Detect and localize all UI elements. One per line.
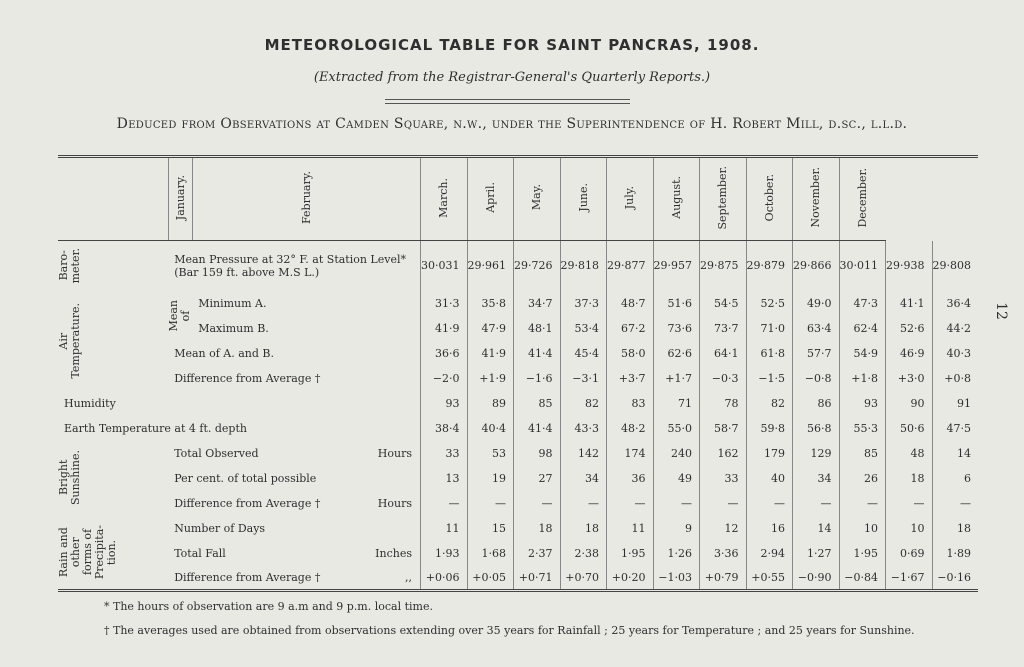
month-header: December.: [839, 157, 886, 241]
table-cell: +0·70: [560, 566, 607, 591]
table-cell: 18: [932, 516, 978, 541]
table-cell: 9: [653, 516, 700, 541]
table-cell: 54·5: [700, 291, 747, 316]
table-cell: 62·4: [839, 316, 886, 341]
group-mean-of: Mean of: [167, 299, 193, 332]
table-cell: —: [746, 491, 793, 516]
table-cell: 40: [746, 466, 793, 491]
table-row: [58, 441, 978, 466]
table-cell: 30·031: [421, 241, 468, 291]
table-cell: −0·8: [793, 366, 840, 391]
page-subtitle: (Extracted from the Registrar-General's Quarterly Reports.): [313, 70, 711, 85]
table-cell: —: [886, 491, 933, 516]
row-label-text: Total Fall: [174, 546, 226, 560]
table-cell: 41·4: [514, 416, 561, 441]
table-cell: −1·67: [886, 566, 933, 591]
table-cell: 1·26: [653, 541, 700, 566]
table-cell: 15: [467, 516, 514, 541]
table-cell: 1·89: [932, 541, 978, 566]
table-cell: −1·5: [746, 366, 793, 391]
group-rain: Rain and other forms of Precipita- tion.: [57, 525, 118, 580]
table-cell: —: [514, 491, 561, 516]
table-cell: 1·27: [793, 541, 840, 566]
table-cell: 1·95: [839, 541, 886, 566]
table-cell: 35·8: [467, 291, 514, 316]
table-cell: 67·2: [607, 316, 654, 341]
table-cell: 142: [560, 441, 607, 466]
table-cell: +0·05: [467, 566, 514, 591]
table-cell: 37·3: [560, 291, 607, 316]
table-cell: 3·36: [700, 541, 747, 566]
table-cell: 45·4: [560, 341, 607, 366]
row-label-text: Difference from Average †: [174, 496, 321, 510]
table-cell: 33: [421, 441, 468, 466]
row-label: [192, 316, 420, 341]
table-row: [58, 541, 978, 566]
month-header: April.: [467, 157, 514, 241]
table-cell: 64·1: [700, 341, 747, 366]
row-label-text: Humidity: [64, 396, 116, 410]
table-cell: —: [421, 491, 468, 516]
table-cell: +0·55: [746, 566, 793, 591]
month-header: October.: [746, 157, 793, 241]
table-cell: 41·1: [886, 291, 933, 316]
table-cell: 57·7: [793, 341, 840, 366]
table-row: [58, 391, 978, 416]
table-row: [58, 316, 978, 341]
table-row: [58, 341, 978, 366]
month-header: May.: [514, 157, 561, 241]
table-cell: 59·8: [746, 416, 793, 441]
table-cell: 50·6: [886, 416, 933, 441]
table-cell: 16: [746, 516, 793, 541]
table-cell: 34: [560, 466, 607, 491]
header-corner: [58, 157, 168, 241]
table-cell: 240: [653, 441, 700, 466]
row-label: [168, 466, 420, 491]
table-cell: 93: [839, 391, 886, 416]
row-label: [168, 516, 420, 541]
table-cell: 29·818: [560, 241, 607, 291]
table-cell: 34·7: [514, 291, 561, 316]
table-cell: 33: [700, 466, 747, 491]
table-cell: —: [700, 491, 747, 516]
table-cell: 44·2: [932, 316, 978, 341]
table-cell: 51·6: [653, 291, 700, 316]
table-cell: +0·79: [700, 566, 747, 591]
table-cell: 14: [793, 516, 840, 541]
table-cell: +1·8: [839, 366, 886, 391]
row-label-line: Mean Pressure at 32° F. at Station Level*: [174, 252, 406, 266]
table-cell: 29·866: [793, 241, 840, 291]
page-title: METEOROLOGICAL TABLE FOR SAINT PANCRAS, 1908.: [264, 36, 760, 54]
table-cell: −0·90: [793, 566, 840, 591]
divider: [385, 99, 630, 100]
table-cell: 129: [793, 441, 840, 466]
table-cell: −1·6: [514, 366, 561, 391]
month-header: August.: [653, 157, 700, 241]
group-bright-sunshine: Bright Sunshine.: [57, 450, 82, 506]
meteorological-table: [58, 155, 978, 592]
row-label-text: Per cent. of total possible: [174, 471, 317, 485]
row-label-text: Difference from Average †: [174, 570, 321, 584]
month-header: January.: [168, 157, 192, 241]
row-unit: Inches: [375, 546, 412, 560]
table-cell: 78: [700, 391, 747, 416]
table-cell: 47·5: [932, 416, 978, 441]
row-label-text: Minimum A.: [198, 296, 267, 310]
source-line: Deduced from Observations at Camden Square, n.w., under the Superintendence of H. Robert Mill, d.sc., l.l.d.: [116, 116, 908, 132]
table-cell: 11: [607, 516, 654, 541]
table-cell: 58·0: [607, 341, 654, 366]
footnote-averages: † The averages used are obtained from observations extending over 35 years for Rainfall ; 25 years for Temperature ; and 25 years for Sunshine.: [104, 624, 915, 637]
table-row: [58, 366, 978, 391]
table-cell: +3·0: [886, 366, 933, 391]
row-label-text: Number of Days: [174, 521, 266, 535]
table-row: [58, 516, 978, 541]
table-cell: 41·9: [467, 341, 514, 366]
table-cell: 174: [607, 441, 654, 466]
table-cell: 71: [653, 391, 700, 416]
table-cell: 1·68: [467, 541, 514, 566]
table-cell: —: [560, 491, 607, 516]
row-label: [168, 366, 420, 391]
table-cell: 49: [653, 466, 700, 491]
table-cell: 18: [560, 516, 607, 541]
table-cell: 47·3: [839, 291, 886, 316]
table-row: [58, 466, 978, 491]
divider: [385, 103, 630, 104]
table-cell: 31·3: [421, 291, 468, 316]
row-label: [58, 416, 421, 441]
table-cell: 29·726: [514, 241, 561, 291]
row-label: [168, 341, 420, 366]
table-cell: −3·1: [560, 366, 607, 391]
table-body: [58, 241, 978, 591]
row-label: [168, 241, 420, 291]
table-row: [58, 491, 978, 516]
table-cell: −0·3: [700, 366, 747, 391]
month-header: November.: [793, 157, 840, 241]
table-cell: 85: [839, 441, 886, 466]
table-cell: 61·8: [746, 341, 793, 366]
table-cell: 10: [839, 516, 886, 541]
page-number: 12: [992, 302, 1009, 320]
group-barometer: Baro- meter.: [57, 248, 82, 284]
month-header: July.: [607, 157, 654, 241]
month-header: February.: [192, 157, 420, 241]
table-cell: 48·7: [607, 291, 654, 316]
table-cell: 41·4: [514, 341, 561, 366]
table-cell: 6: [932, 466, 978, 491]
table-cell: +0·06: [421, 566, 468, 591]
table-cell: 30·011: [839, 241, 886, 291]
table-cell: +0·20: [607, 566, 654, 591]
table-cell: —: [932, 491, 978, 516]
table-cell: 63·4: [793, 316, 840, 341]
table-cell: −0·16: [932, 566, 978, 591]
table-row: [58, 566, 978, 591]
table-cell: 56·8: [793, 416, 840, 441]
row-label-text: Difference from Average †: [174, 371, 321, 385]
table-cell: +0·71: [514, 566, 561, 591]
table-cell: 162: [700, 441, 747, 466]
month-header: September.: [700, 157, 747, 241]
table-cell: 73·7: [700, 316, 747, 341]
table-cell: 29·877: [607, 241, 654, 291]
table-cell: 48: [886, 441, 933, 466]
table-cell: 2·37: [514, 541, 561, 566]
table-cell: —: [839, 491, 886, 516]
table-cell: 2·38: [560, 541, 607, 566]
table-cell: 73·6: [653, 316, 700, 341]
table-cell: −0·84: [839, 566, 886, 591]
table-cell: +1·9: [467, 366, 514, 391]
table-cell: 14: [932, 441, 978, 466]
table-cell: 11: [421, 516, 468, 541]
table-cell: 58·7: [700, 416, 747, 441]
table-cell: 19: [467, 466, 514, 491]
table-cell: 48·1: [514, 316, 561, 341]
table-cell: 82: [746, 391, 793, 416]
table-cell: 89: [467, 391, 514, 416]
table-cell: 47·9: [467, 316, 514, 341]
row-label-text: Total Observed: [174, 446, 259, 460]
row-label-text: Maximum B.: [198, 321, 269, 335]
table-cell: 36: [607, 466, 654, 491]
table-cell: −2·0: [421, 366, 468, 391]
table-cell: +1·7: [653, 366, 700, 391]
table-cell: 29·875: [700, 241, 747, 291]
table-cell: 54·9: [839, 341, 886, 366]
table-cell: 12: [700, 516, 747, 541]
table-cell: −1·03: [653, 566, 700, 591]
table-cell: —: [793, 491, 840, 516]
table-cell: 55·0: [653, 416, 700, 441]
table-cell: 18: [886, 466, 933, 491]
row-unit: ,,: [405, 570, 412, 584]
table-cell: 49·0: [793, 291, 840, 316]
table-cell: 62·6: [653, 341, 700, 366]
table-cell: +0·8: [932, 366, 978, 391]
table-cell: 93: [421, 391, 468, 416]
table-row: [58, 416, 978, 441]
table-cell: 29·808: [932, 241, 978, 291]
table-cell: —: [653, 491, 700, 516]
table-cell: 53: [467, 441, 514, 466]
table-cell: 38·4: [421, 416, 468, 441]
table-cell: 179: [746, 441, 793, 466]
row-label-text: Earth Temperature at 4 ft. depth: [64, 421, 247, 435]
table-cell: 40·4: [467, 416, 514, 441]
row-unit: Hours: [377, 496, 412, 510]
table-cell: 43·3: [560, 416, 607, 441]
row-label: [168, 566, 420, 591]
table-cell: +3·7: [607, 366, 654, 391]
table-cell: 48·2: [607, 416, 654, 441]
table-cell: 29·957: [653, 241, 700, 291]
row-label: [168, 491, 420, 516]
table-cell: 55·3: [839, 416, 886, 441]
row-label: [58, 391, 421, 416]
table-cell: 10: [886, 516, 933, 541]
group-air-temperature: Air Temperature.: [57, 302, 82, 379]
table-cell: 1·93: [421, 541, 468, 566]
table-cell: 91: [932, 391, 978, 416]
row-label-line: (Bar 159 ft. above M.S L.): [174, 265, 320, 279]
month-header: June.: [560, 157, 607, 241]
footnote-hours: * The hours of observation are 9 a.m and 9 p.m. local time.: [104, 600, 433, 613]
table-cell: 36·6: [421, 341, 468, 366]
table-row: [58, 241, 978, 291]
table-cell: 41·9: [421, 316, 468, 341]
month-header-row: [58, 157, 978, 241]
table-cell: 82: [560, 391, 607, 416]
table-cell: 27: [514, 466, 561, 491]
table-cell: —: [467, 491, 514, 516]
table-cell: 29·961: [467, 241, 514, 291]
table-cell: 18: [514, 516, 561, 541]
table-cell: 0·69: [886, 541, 933, 566]
table-cell: 29·938: [886, 241, 933, 291]
table-cell: 52·6: [886, 316, 933, 341]
table-cell: 90: [886, 391, 933, 416]
month-header: March.: [421, 157, 468, 241]
table-cell: 71·0: [746, 316, 793, 341]
table-cell: 46·9: [886, 341, 933, 366]
table-cell: 86: [793, 391, 840, 416]
table-cell: 26: [839, 466, 886, 491]
table-cell: 40·3: [932, 341, 978, 366]
row-label: [192, 291, 420, 316]
table-row: [58, 291, 978, 316]
table-cell: —: [607, 491, 654, 516]
row-label: [168, 441, 420, 466]
table-cell: 13: [421, 466, 468, 491]
table-cell: 1·95: [607, 541, 654, 566]
table-cell: 34: [793, 466, 840, 491]
table-cell: 2·94: [746, 541, 793, 566]
table-cell: 29·879: [746, 241, 793, 291]
table-cell: 85: [514, 391, 561, 416]
row-unit: Hours: [377, 446, 412, 460]
table-cell: 36·4: [932, 291, 978, 316]
row-label: [168, 541, 420, 566]
table-cell: 53·4: [560, 316, 607, 341]
row-label-text: Mean of A. and B.: [174, 346, 275, 360]
table-cell: 98: [514, 441, 561, 466]
table-cell: 83: [607, 391, 654, 416]
table-cell: 52·5: [746, 291, 793, 316]
